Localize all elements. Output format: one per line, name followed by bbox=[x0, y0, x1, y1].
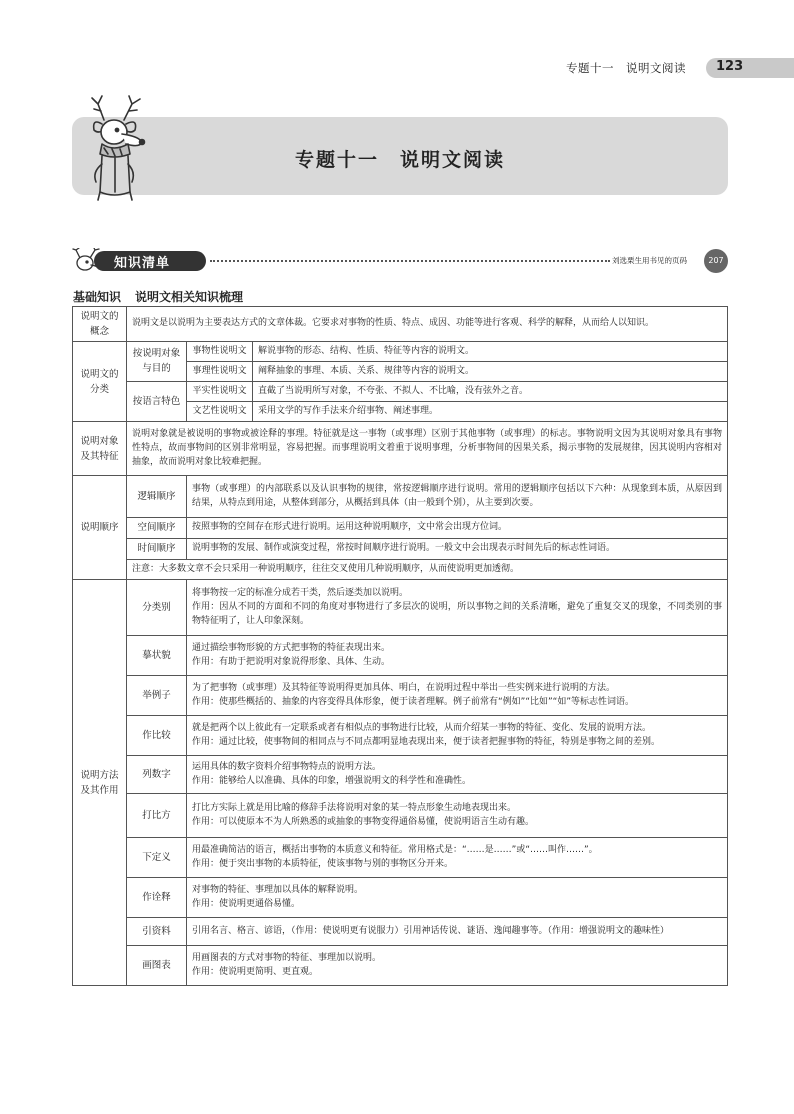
section-page-note: 刘选栗生用书见的页码 bbox=[612, 256, 687, 265]
method-text bbox=[187, 716, 728, 756]
table-row bbox=[73, 918, 728, 946]
classification-item-name: 平实性说明文 bbox=[187, 382, 253, 402]
page-number: 123 bbox=[716, 59, 744, 74]
subheading-right: 说明文相关知识梳理 bbox=[135, 290, 244, 304]
method-name: 下定义 bbox=[127, 838, 187, 878]
method-line: 作用：使那些概括的、抽象的内容变得具体形象，便于读者理解。例子前常有“例如”“比如”“如”等标志性词语。 bbox=[192, 696, 634, 707]
method-text bbox=[187, 838, 728, 878]
order-item-text: 说明事物的发展、制作或演变过程，常按时间顺序进行说明。一般文中会出现表示时间先后的标志性词语。 bbox=[187, 539, 728, 560]
method-line: 对事物的特征、事理加以具体的解释说明。 bbox=[192, 884, 364, 895]
object-text: 说明对象就是被说明的事物或被诠释的事理。特征就是这一事物（或事理）区别于其他事物（或事理）的标志。事物说明文因为其说明对象具有事物性特点，故而事物间的区别非常明显，容易把握。而事理说明文着重于说明事理，分析事物间的因果关系，揭示事物的发展规律，因其说明内容相对抽象，故而说明对象比较难把握。 bbox=[127, 422, 728, 476]
method-line: 为了把事物（或事理）及其特征等说明得更加具体、明白，在说明过程中举出一些实例来进行说明的方法。 bbox=[192, 682, 616, 693]
classification-item-name: 事理性说明文 bbox=[187, 362, 253, 382]
method-text bbox=[187, 946, 728, 986]
method-line: 作用：能够给人以准确、具体的印象，增强说明文的科学性和准确性。 bbox=[192, 775, 472, 786]
method-line: 通过描绘事物形貌的方式把事物的特征表现出来。 bbox=[192, 642, 391, 653]
table-row bbox=[73, 382, 728, 402]
method-line: 将事物按一定的标准分成若干类，然后逐类加以说明。 bbox=[192, 587, 409, 598]
subheading bbox=[73, 288, 257, 305]
method-text bbox=[187, 918, 728, 946]
table-row bbox=[73, 676, 728, 716]
table-row bbox=[73, 838, 728, 878]
method-line: 作用：便于突出事物的本质特征，使该事物与别的事物区分开来。 bbox=[192, 858, 454, 869]
method-line: 作用：使说明更简明、更直观。 bbox=[192, 966, 319, 977]
order-item-name: 空间顺序 bbox=[127, 518, 187, 539]
order-item-text: 按照事物的空间存在形式进行说明。运用这种说明顺序，文中常会出现方位词。 bbox=[187, 518, 728, 539]
table-row bbox=[73, 307, 728, 342]
subheading-left: 基础知识 bbox=[73, 290, 122, 304]
concept-text: 说明文是以说明为主要表达方式的文章体裁。它要求对事物的性质、特点、成因、功能等进行客观、科学的解释，从而给人以知识。 bbox=[127, 307, 728, 342]
dotted-leader bbox=[210, 260, 610, 262]
classification-by-language: 按语言特色 bbox=[127, 382, 187, 422]
method-name: 举例子 bbox=[127, 676, 187, 716]
page-title: 专题十一 说明文阅读 bbox=[294, 149, 505, 171]
classification-item-text: 解说事物的形态、结构、性质、特征等内容的说明文。 bbox=[253, 342, 728, 362]
order-note: 注意：大多数文章不会只采用一种说明顺序，往往交叉使用几种说明顺序，从而使说明更加透彻。 bbox=[127, 560, 728, 580]
row-label-object: 说明对象及其特征 bbox=[73, 422, 127, 476]
table-row bbox=[73, 756, 728, 794]
classification-item-name: 文艺性说明文 bbox=[187, 402, 253, 422]
method-name: 画图表 bbox=[127, 946, 187, 986]
deer-mascot-icon bbox=[82, 94, 152, 202]
method-line: 作用：可以使原本不为人所熟悉的或抽象的事物变得通俗易懂，使说明语言生动有趣。 bbox=[192, 816, 535, 827]
table-row bbox=[73, 342, 728, 362]
running-head bbox=[566, 58, 794, 78]
method-text bbox=[187, 676, 728, 716]
method-text bbox=[187, 636, 728, 676]
order-item-name: 逻辑顺序 bbox=[127, 476, 187, 518]
table-row bbox=[73, 539, 728, 560]
order-item-name: 时间顺序 bbox=[127, 539, 187, 560]
running-title: 专题十一 说明文阅读 bbox=[566, 61, 686, 75]
table-row bbox=[73, 878, 728, 918]
row-label-classification: 说明文的分类 bbox=[73, 342, 127, 422]
section-title: 知识清单 bbox=[114, 256, 171, 271]
table-row bbox=[73, 518, 728, 539]
method-name: 摹状貌 bbox=[127, 636, 187, 676]
method-line: 作用：使说明更通俗易懂。 bbox=[192, 898, 301, 909]
knowledge-table bbox=[72, 306, 728, 986]
method-name: 作诠释 bbox=[127, 878, 187, 918]
table-row bbox=[73, 794, 728, 838]
table-row bbox=[73, 636, 728, 676]
classification-item-text: 阐释抽象的事理、本质、关系、规律等内容的说明文。 bbox=[253, 362, 728, 382]
classification-by-object: 按说明对象与目的 bbox=[127, 342, 187, 382]
row-label-concept: 说明文的概念 bbox=[73, 307, 127, 342]
method-line: 作用：有助于把说明对象说得形象、具体、生动。 bbox=[192, 656, 391, 667]
method-text bbox=[187, 756, 728, 794]
method-line: 作用：因从不同的方面和不同的角度对事物进行了多层次的说明，所以事物之间的关系清晰，避免了重复交叉的现象，不同类别的事物特征明了，让人印象深刻。 bbox=[192, 601, 722, 626]
classification-item-text: 采用文学的写作手法来介绍事物、阐述事理。 bbox=[253, 402, 728, 422]
method-text bbox=[187, 878, 728, 918]
table-row bbox=[73, 422, 728, 476]
method-line: 用画图表的方式对事物的特征、事理加以说明。 bbox=[192, 952, 382, 963]
order-item-text: 事物（或事理）的内部联系以及认识事物的规律，常按逻辑顺序进行说明。常用的逻辑顺序包括以下六种：从现象到本质，从原因到结果，从特点到用途，从整体到部分，从概括到具体（由一般到个别），从主要到次要。 bbox=[187, 476, 728, 518]
classification-item-text: 直截了当说明所写对象，不夸张、不拟人、不比喻，没有弦外之音。 bbox=[253, 382, 728, 402]
section-badge bbox=[72, 248, 206, 274]
classification-item-name: 事物性说明文 bbox=[187, 342, 253, 362]
row-label-order: 说明顺序 bbox=[73, 476, 127, 580]
method-line: 作用：通过比较，使事物间的相同点与不同点都明显地表现出来，便于读者把握事物的特征，特别是事物之间的差别。 bbox=[192, 736, 661, 747]
title-banner bbox=[72, 117, 728, 195]
row-label-methods: 说明方法及其作用 bbox=[73, 580, 127, 986]
method-line: 就是把两个以上彼此有一定联系或者有相似点的事物进行比较，从而介绍某一事物的特征、变化、发展的说明方法。 bbox=[192, 722, 652, 733]
method-line: 打比方实际上就是用比喻的修辞手法将说明对象的某一特点形象生动地表现出来。 bbox=[192, 802, 517, 813]
section-page-ref: 207 bbox=[704, 249, 728, 273]
table-row bbox=[73, 476, 728, 518]
section-heading bbox=[72, 248, 728, 274]
method-text bbox=[187, 580, 728, 636]
method-name: 列数字 bbox=[127, 756, 187, 794]
method-text bbox=[187, 794, 728, 838]
method-line: 引用名言、格言、谚语，（作用：使说明更有说服力）引用神话传说、谜语、逸闻趣事等。（作用：增强说明文的趣味性） bbox=[192, 925, 670, 936]
method-name: 分类别 bbox=[127, 580, 187, 636]
method-name: 作比较 bbox=[127, 716, 187, 756]
method-name: 打比方 bbox=[127, 794, 187, 838]
method-name: 引资料 bbox=[127, 918, 187, 946]
method-line: 运用具体的数字资料介绍事物特点的说明方法。 bbox=[192, 761, 382, 772]
table-row bbox=[73, 560, 728, 580]
table-row bbox=[73, 716, 728, 756]
method-line: 用最准确简洁的语言，概括出事物的本质意义和特征。常用格式是：“……是……”或“……叫作……”。 bbox=[192, 844, 598, 855]
table-row bbox=[73, 946, 728, 986]
table-row bbox=[73, 580, 728, 636]
